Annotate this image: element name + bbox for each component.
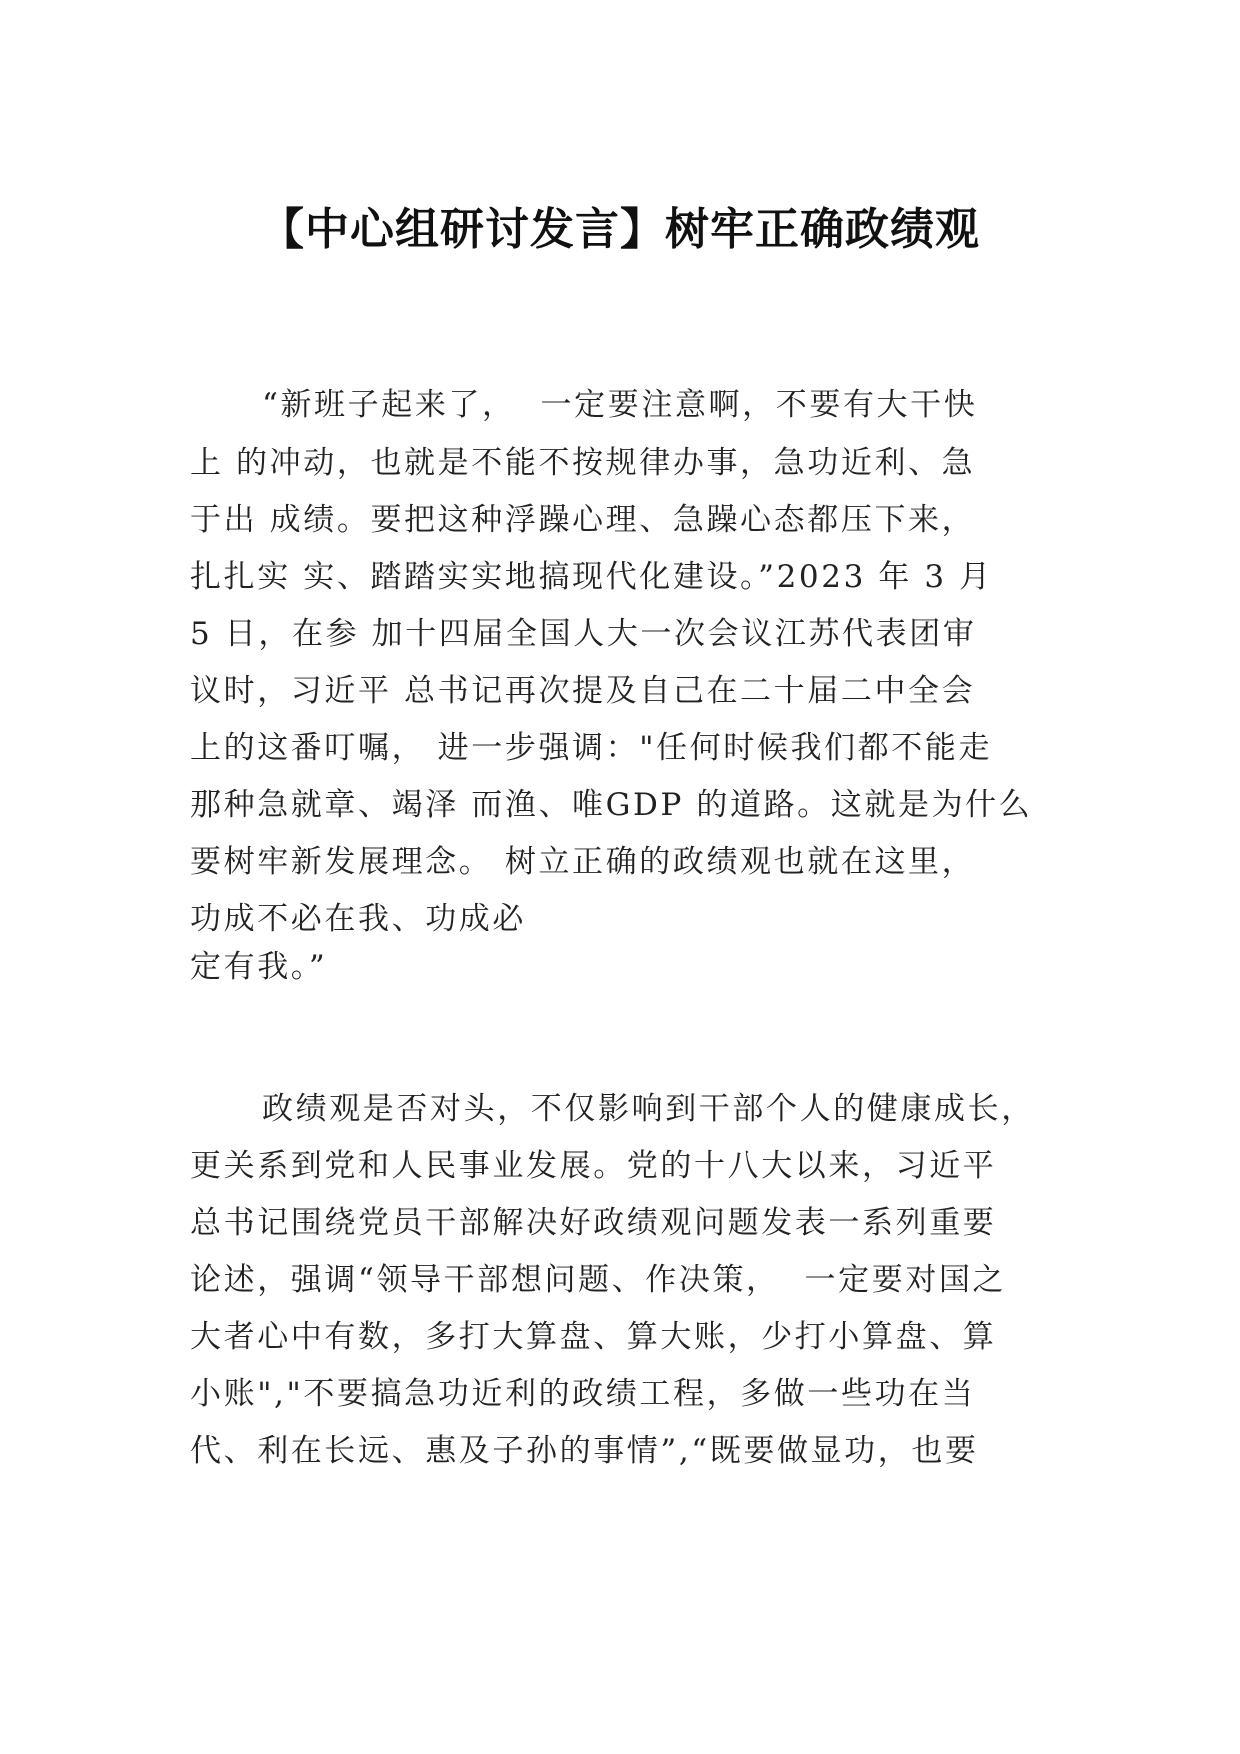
paragraph-2-line-7: 代、利在长远、惠及子孙的事情”,“既要做显功，也要: [190, 1433, 979, 1469]
paragraph-1-line-5: 5 日，在参 加十四届全国人大一次会议江苏代表团审: [190, 616, 977, 652]
paragraph-1-line-1: “新班子起来了， 一定要注意啊，不要有大干快: [262, 387, 978, 423]
paragraph-1-line-8: 那种急就章、竭泽 而渔、唯GDP 的道路。这就是为什么: [190, 787, 1033, 823]
paragraph-2-line-6: 小账","不要搞急功近利的政绩工程，多做一些功在当: [190, 1376, 976, 1412]
paragraph-1-line-3: 于出 成绩。要把这种浮躁心理、急躁心态都压下来，: [190, 502, 976, 538]
paragraph-2-line-2: 更关系到党和人民事业发展。党的十八大以来，习近平: [190, 1148, 997, 1184]
paragraph-2-line-4: 论述，强调“领导干部想问题、作决策， 一定要对国之: [190, 1262, 1007, 1298]
paragraph-1-line-4: 扎扎实 实、踏踏实实地搞现代化建设。”2023 年 3 月: [190, 559, 993, 595]
paragraph-2-line-1: 政绩观是否对头，不仅影响到干部个人的健康成长，: [262, 1091, 1035, 1127]
paragraph-2-line-3: 总书记围绕党员干部解决好政绩观问题发表一系列重要: [190, 1205, 997, 1241]
paragraph-1-line-2: 上 的冲动，也就是不能不按规律办事，急功近利、急: [190, 445, 976, 481]
paragraph-1-line-9: 要树牢新发展理念。 树立正确的政绩观也就在这里，: [190, 844, 976, 880]
document-title: 【中心组研讨发言】树牢正确政绩观: [260, 204, 980, 255]
paragraph-1-line-10: 功成不必在我、功成必: [190, 901, 526, 937]
paragraph-1-line-11: 定有我。”: [190, 949, 328, 985]
paragraph-2-line-5: 大者心中有数，多打大算盘、算大账，少打小算盘、算: [190, 1319, 997, 1355]
paragraph-1-line-6: 议时，习近平 总书记再次提及自己在二十届二中全会: [190, 673, 976, 709]
paragraph-1-line-7: 上的这番叮嘱， 进一步强调："任何时候我们都不能走: [190, 730, 993, 766]
